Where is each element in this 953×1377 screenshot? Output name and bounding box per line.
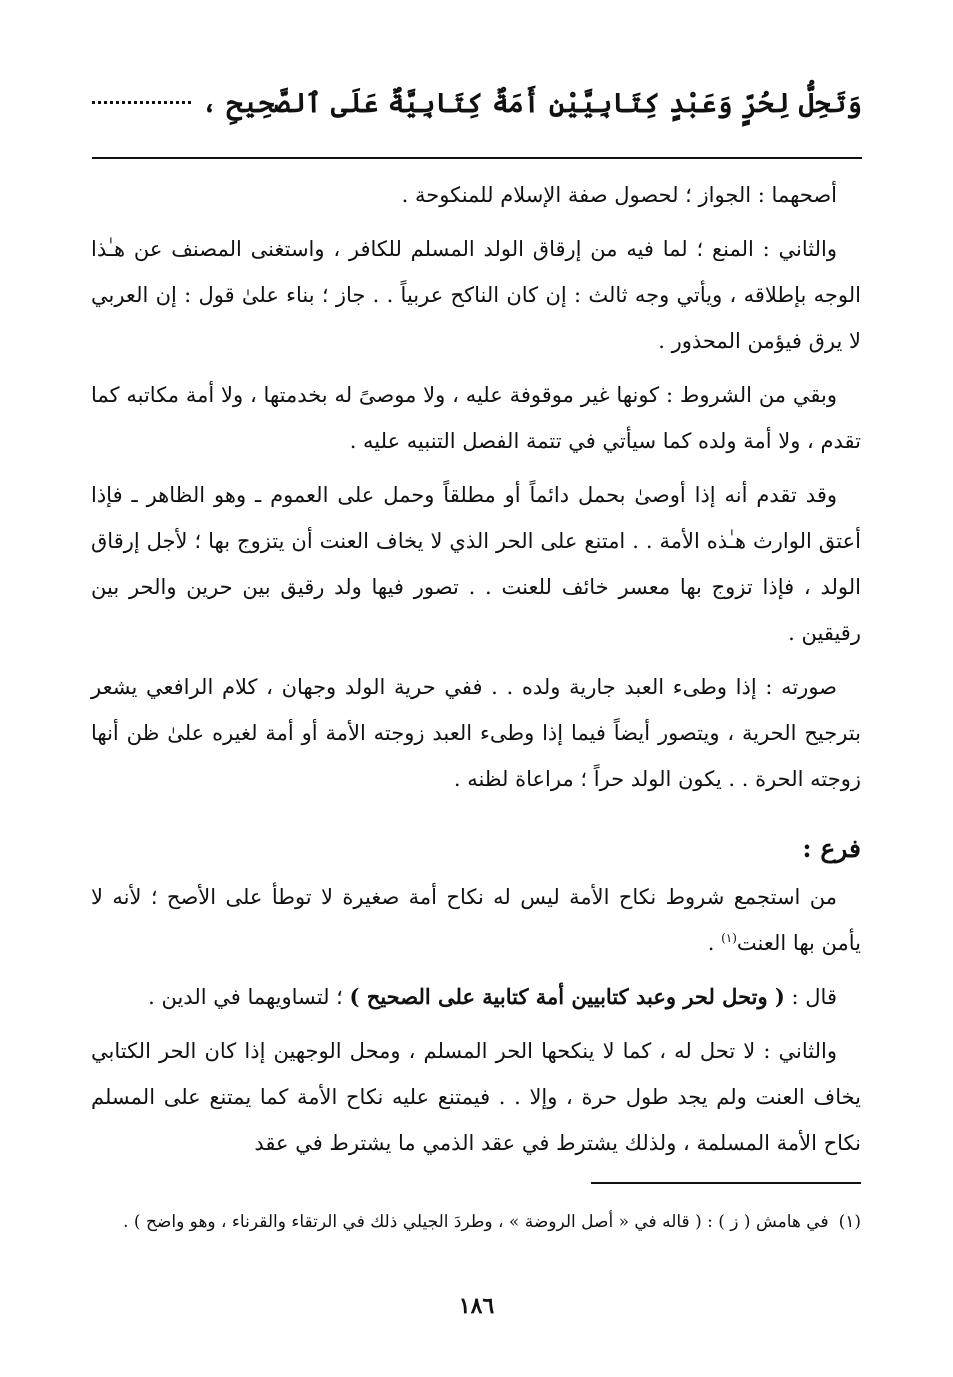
paragraph: والثاني : لا تحل له ، كما لا ينكحها الحر المسلم ، ومحل الوجهين إذا كان الحر الكتابي يخاف العنت ولم يجد طول حرة ، وإلا . . فيمتنع عليه نكاح الأمة كما يمتنع على المسلم نكاح الأمة المسلمة ، ولذلك يشترط في عقد الذمي ما يشترط في عقد [91, 1039, 861, 1155]
footnote-number: (١) [838, 1212, 861, 1232]
footnote-text: في هامش ( ز ) : ( قاله في « أصل الروضة » ، وطردَ الجيلي ذلك في الرتقاء والقرناء ، وهو واضح ) . [123, 1212, 829, 1232]
paragraph: وقد تقدم أنه إذا أوصىٰ بحمل دائماً أو مطلقاً وحمل على العموم ـ وهو الظاهر ـ فإذا أعتق الوارث هـٰذه الأمة . . امتنع على الحر الذي لا يخاف العنت أن يتزوج بها ؛ لأجل إرقاق الولد ، فإذا تزوج بها معسر خائف للعنت . . تصور فيها ولد رقيق بين حرين والحر بين رقيقين . [91, 483, 861, 645]
header-rule [92, 157, 862, 159]
branch-end: . [707, 931, 722, 955]
paragraph: والثاني : المنع ؛ لما فيه من إرقاق الولد المسلم للكافر ، واستغنى المصنف عن هـٰذا الوجه بإطلاقه ، ويأتي وجه ثالث : إن كان الناكح عربياً . . جاز ؛ بناء علىٰ قول : إن العربي لا يرق فيؤمن المحذور . [91, 237, 861, 353]
paragraph: صورته : إذا وطىء العبد جارية ولده . . ففي حرية الولد وجهان ، كلام الرافعي يشعر بترجيح الحرية ، ويتصور أيضاً فيما إذا وطىء العبد زوجته الأمة أو أمة لغيره علىٰ ظن أنها زوجته الحرة . . يكون الولد حراً ؛ مراعاة لظنه . [91, 675, 861, 791]
branch-paragraph [91, 874, 861, 966]
header-dot-leader [92, 101, 191, 104]
footnote-rule [591, 1182, 861, 1184]
footnote-reference: (١) [721, 931, 737, 945]
branch-text: من استجمع شروط نكاح الأمة ليس له نكاح أمة صغيرة لا توطأ على الأصح ؛ لأنه لا يأمن بها العنت [91, 885, 861, 955]
header-title: وَتَحِلُّ لِحُرٍّ وَعَبْدٍ كِتَابِيَّيْنِ أَمَةٌ كِتَابِيَّةٌ عَلَى ٱلصَّحِيحِ ، [201, 88, 862, 119]
paragraph: وبقي من الشروط : كونها غير موقوفة عليه ، ولا موصىً له بخدمتها ، ولا أمة مكاتبه كما تقدم ، ولا أمة ولده كما سيأتي في تتمة الفصل التنبيه عليه . [91, 383, 861, 453]
matn-quote: ( وتحل لحر وعبد كتابيين أمة كتابية على الصحيح ) [349, 984, 785, 1009]
running-header [92, 88, 862, 119]
branch-heading: فرع : [802, 834, 861, 863]
matn-rest: ؛ لتساويهما في الدين . [148, 985, 350, 1009]
paragraph: أصحهما : الجواز ؛ لحصول صفة الإسلام للمنكوحة . [401, 183, 837, 207]
page-number: ١٨٦ [458, 1293, 495, 1319]
matn-prefix: قال : [784, 985, 837, 1009]
footnote [91, 1206, 861, 1238]
main-text [91, 172, 861, 1174]
matn-paragraph [91, 974, 861, 1020]
